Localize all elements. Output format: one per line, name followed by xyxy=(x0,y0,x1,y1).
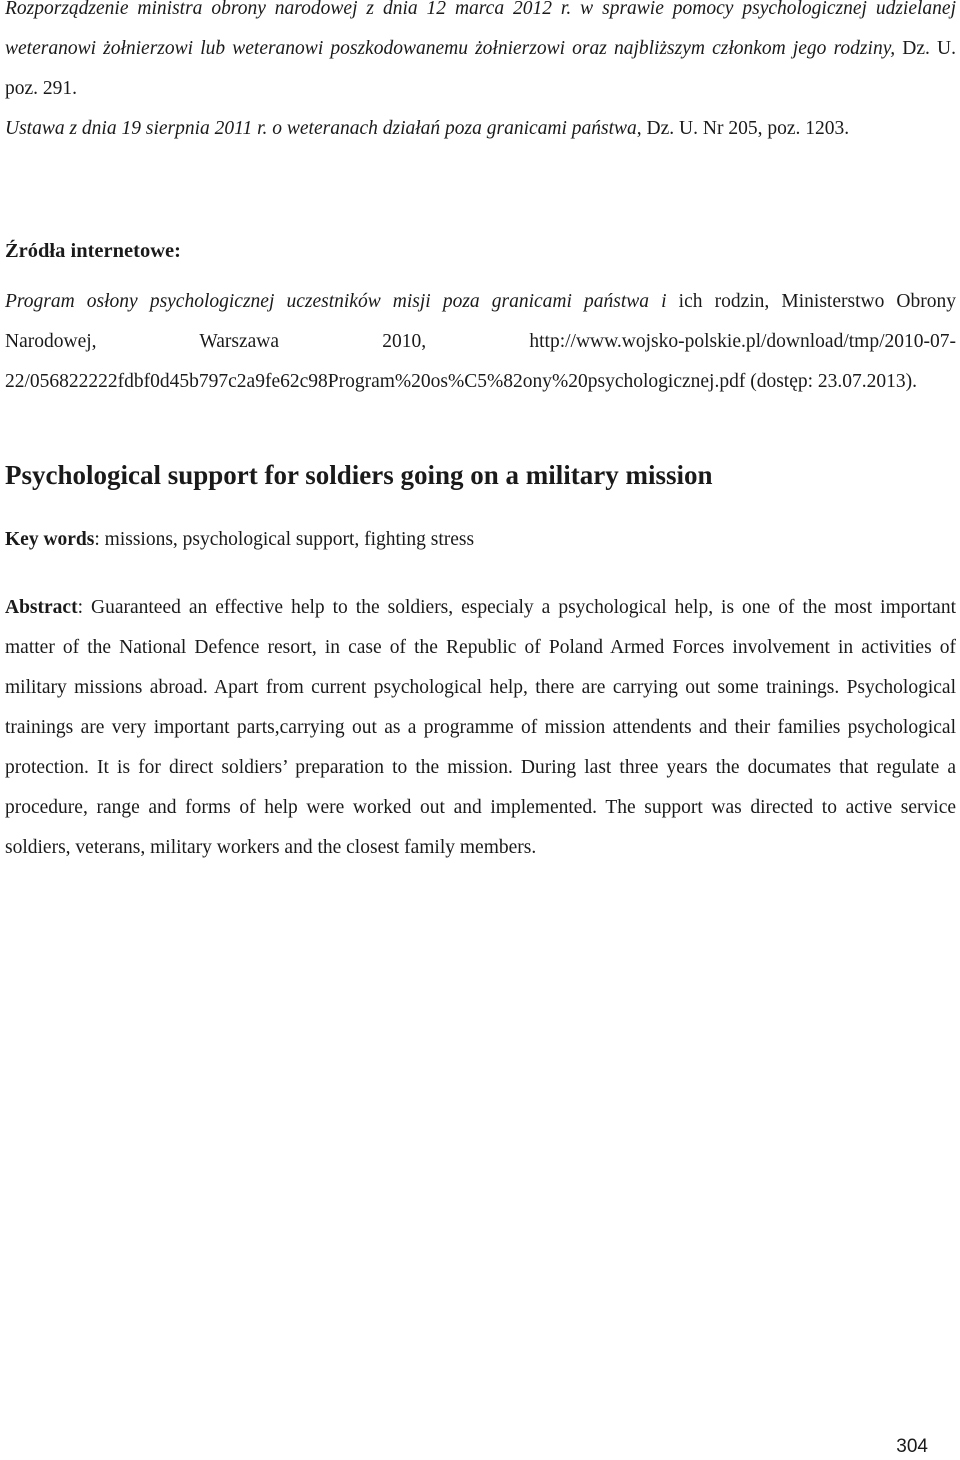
keywords-text: : missions, psychological support, fighting stress xyxy=(94,529,475,550)
reference-source: Dz. U. poz. 291. xyxy=(5,38,956,99)
keywords xyxy=(5,529,474,551)
abstract-text: : Guaranteed an effective help to the soldiers, especialy a psychological help, is one of the most important matter of the National Defence resort, in case of the Republic of Poland Armed Forces involvement in activities of military missions abroad. Apart from current psychological help, there are carrying out some trainings. Psychological trainings are very important parts,carrying out as a programme of mission attendents and their families psychological protection. It is for direct soldiers’ preparation to the mission. During last three years the documates that regulate a procedure, range and forms of help were worked out and implemented. The support was directed to active service soldiers, veterans, military workers and the closest family members. xyxy=(5,597,956,858)
abstract-label: Abstract xyxy=(5,597,78,618)
source-details: ich rodzin, Ministerstwo Obrony Narodowej, Warszawa 2010, http://www.wojsko-polskie.pl/download/tmp/2010-07-22/056822222fdbf0d45b797c2a9fe62c98Program%20os%C5%82ony%20psychologicznej.pdf (dostęp: 23.07.2013). xyxy=(5,291,956,392)
internet-source-item xyxy=(5,264,956,402)
reference-title: Ustawa z dnia 19 sierpnia 2011 r. o weteranach działań poza granicami państwa xyxy=(5,118,637,139)
reference-title: Rozporządzenie ministra obrony narodowej z dnia 12 marca 2012 r. xyxy=(5,0,572,19)
document-page xyxy=(5,0,957,858)
article-title: Psychological support for soldiers going on a military mission xyxy=(5,460,713,490)
reference-source: , Dz. U. Nr 205, poz. 1203. xyxy=(636,118,850,139)
reference-item xyxy=(5,0,956,109)
abstract xyxy=(5,588,956,868)
reference-title-cont: w sprawie pomocy psychologicznej udzielanej weteranowi żołnierzowi lub weteranowi poszkodowanemu żołnierzowi oraz najbliższym członkom jego rodziny, xyxy=(5,0,957,59)
keywords-label: Key words xyxy=(5,529,95,550)
page-number: 304 xyxy=(896,1436,928,1457)
source-title: Program osłony psychologicznej uczestników misji poza granicami państwa i xyxy=(5,291,667,312)
reference-item xyxy=(5,109,956,149)
internet-sources-heading: Źródła internetowe: xyxy=(5,240,181,262)
